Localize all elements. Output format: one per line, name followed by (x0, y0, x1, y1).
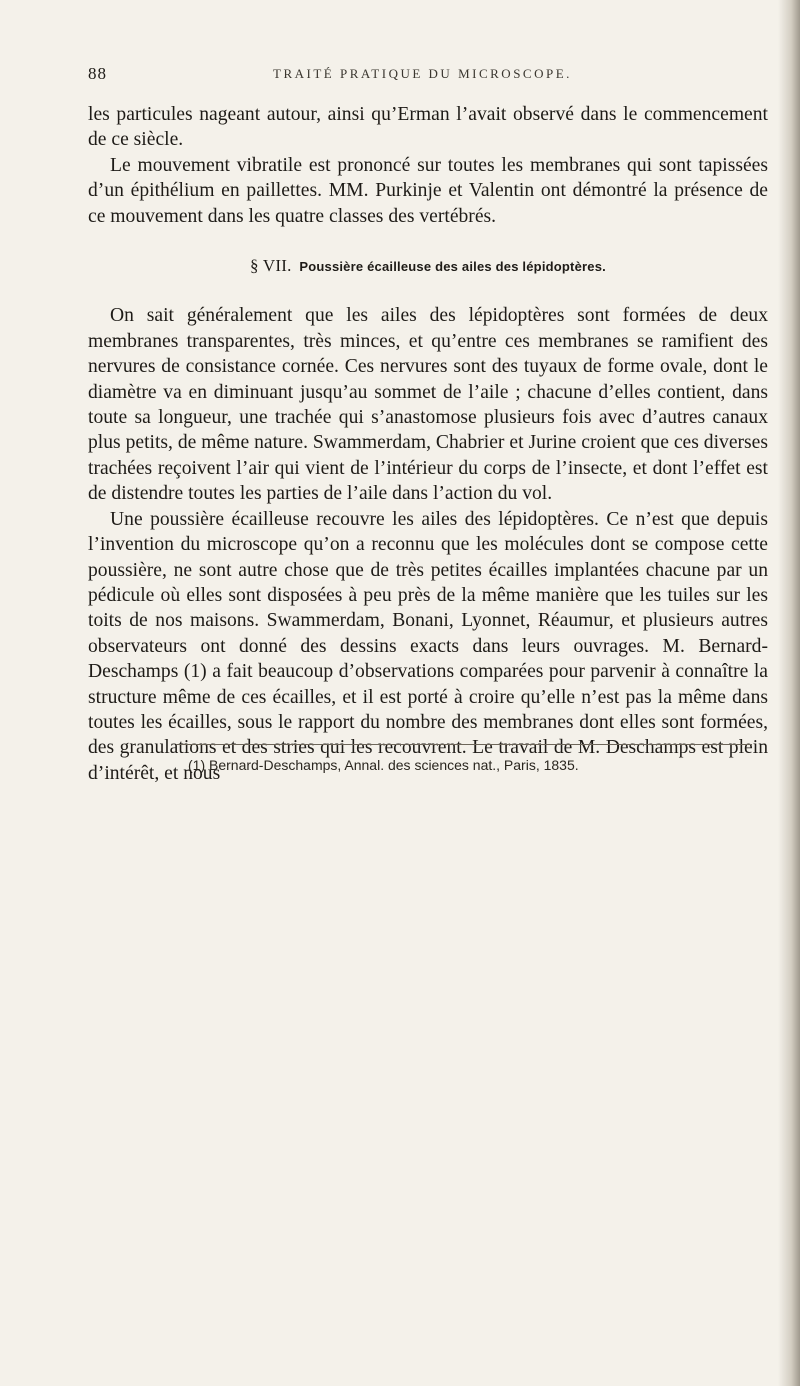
paragraph-wings: On sait généralement que les ailes des lépidoptères sont formées de deux membranes transparentes, très minces, et qu’entre ces membranes se ramifient des nervures de consistance cornée. Ces nervures sont des tuyaux de forme ovale, dont le diamètre va en diminuant jusqu’au sommet de l’aile ; chacune d’elles contient, dans toute sa longueur, une trachée qui s’anastomose plusieurs fois avec d’autres canaux plus petits, de même nature. Swammerdam, Chabrier et Jurine croient que ces diverses trachées reçoivent l’air qui vient de l’intérieur du corps de l’insecte, et dont l’effet est de distendre toutes les parties de l’aile dans l’action du vol. (88, 305, 768, 505)
page-number: 88 (88, 64, 107, 83)
section-title: Poussière écailleuse des ailes des lépidoptères. (299, 259, 606, 275)
binding-edge-shadow (778, 0, 800, 1386)
section-heading (88, 253, 768, 279)
paragraph-vibratile: Le mouvement vibratile est prononcé sur toutes les membranes qui sont tapissées d’un épithélium en paillettes. MM. Purkinje et Valentin ont démontré la présence de ce mouvement dans les quatre classes des vertébrés. (88, 154, 768, 227)
footnote: (1) Bernard-Deschamps, Annal. des sciences nat., Paris, 1835. (188, 757, 579, 773)
paragraph-scales: Une poussière écailleuse recouvre les ailes des lépidoptères. Ce n’est que depuis l’invention du microscope qu’on a reconnu que les molécules dont se compose cette poussière, ne sont autre chose que de très petites écailles implantées chacune par un pédicule où elles sont disposées à peu près de la même manière que les tuiles sur les toits de nos maisons. Swammerdam, Bonani, Lyonnet, Réaumur, et plusieurs autres observateurs ont donné des dessins exacts dans leurs ouvrages. M. Bernard-Deschamps (1) a fait beaucoup d’observations comparées pour parvenir à connaître la structure même de ces écailles, et il est porté à croire qu’elle n’est pas la même dans toutes les écailles, sous le rapport du nombre des membranes dont elles sont formées, des granulations et des stries qui les recouvrent. Le travail de M. Deschamps est plein d’intérêt, et nous (88, 508, 768, 784)
running-title: TRAITÉ PRATIQUE DU MICROSCOPE. (273, 66, 572, 81)
body-text (88, 102, 768, 786)
section-number: § VII. (250, 256, 292, 276)
footnote-divider (176, 744, 752, 745)
paragraph-continuation: les particules nageant autour, ainsi qu’Erman l’avait observé dans le commencement de ce siècle. (88, 104, 768, 151)
running-head (88, 62, 768, 90)
